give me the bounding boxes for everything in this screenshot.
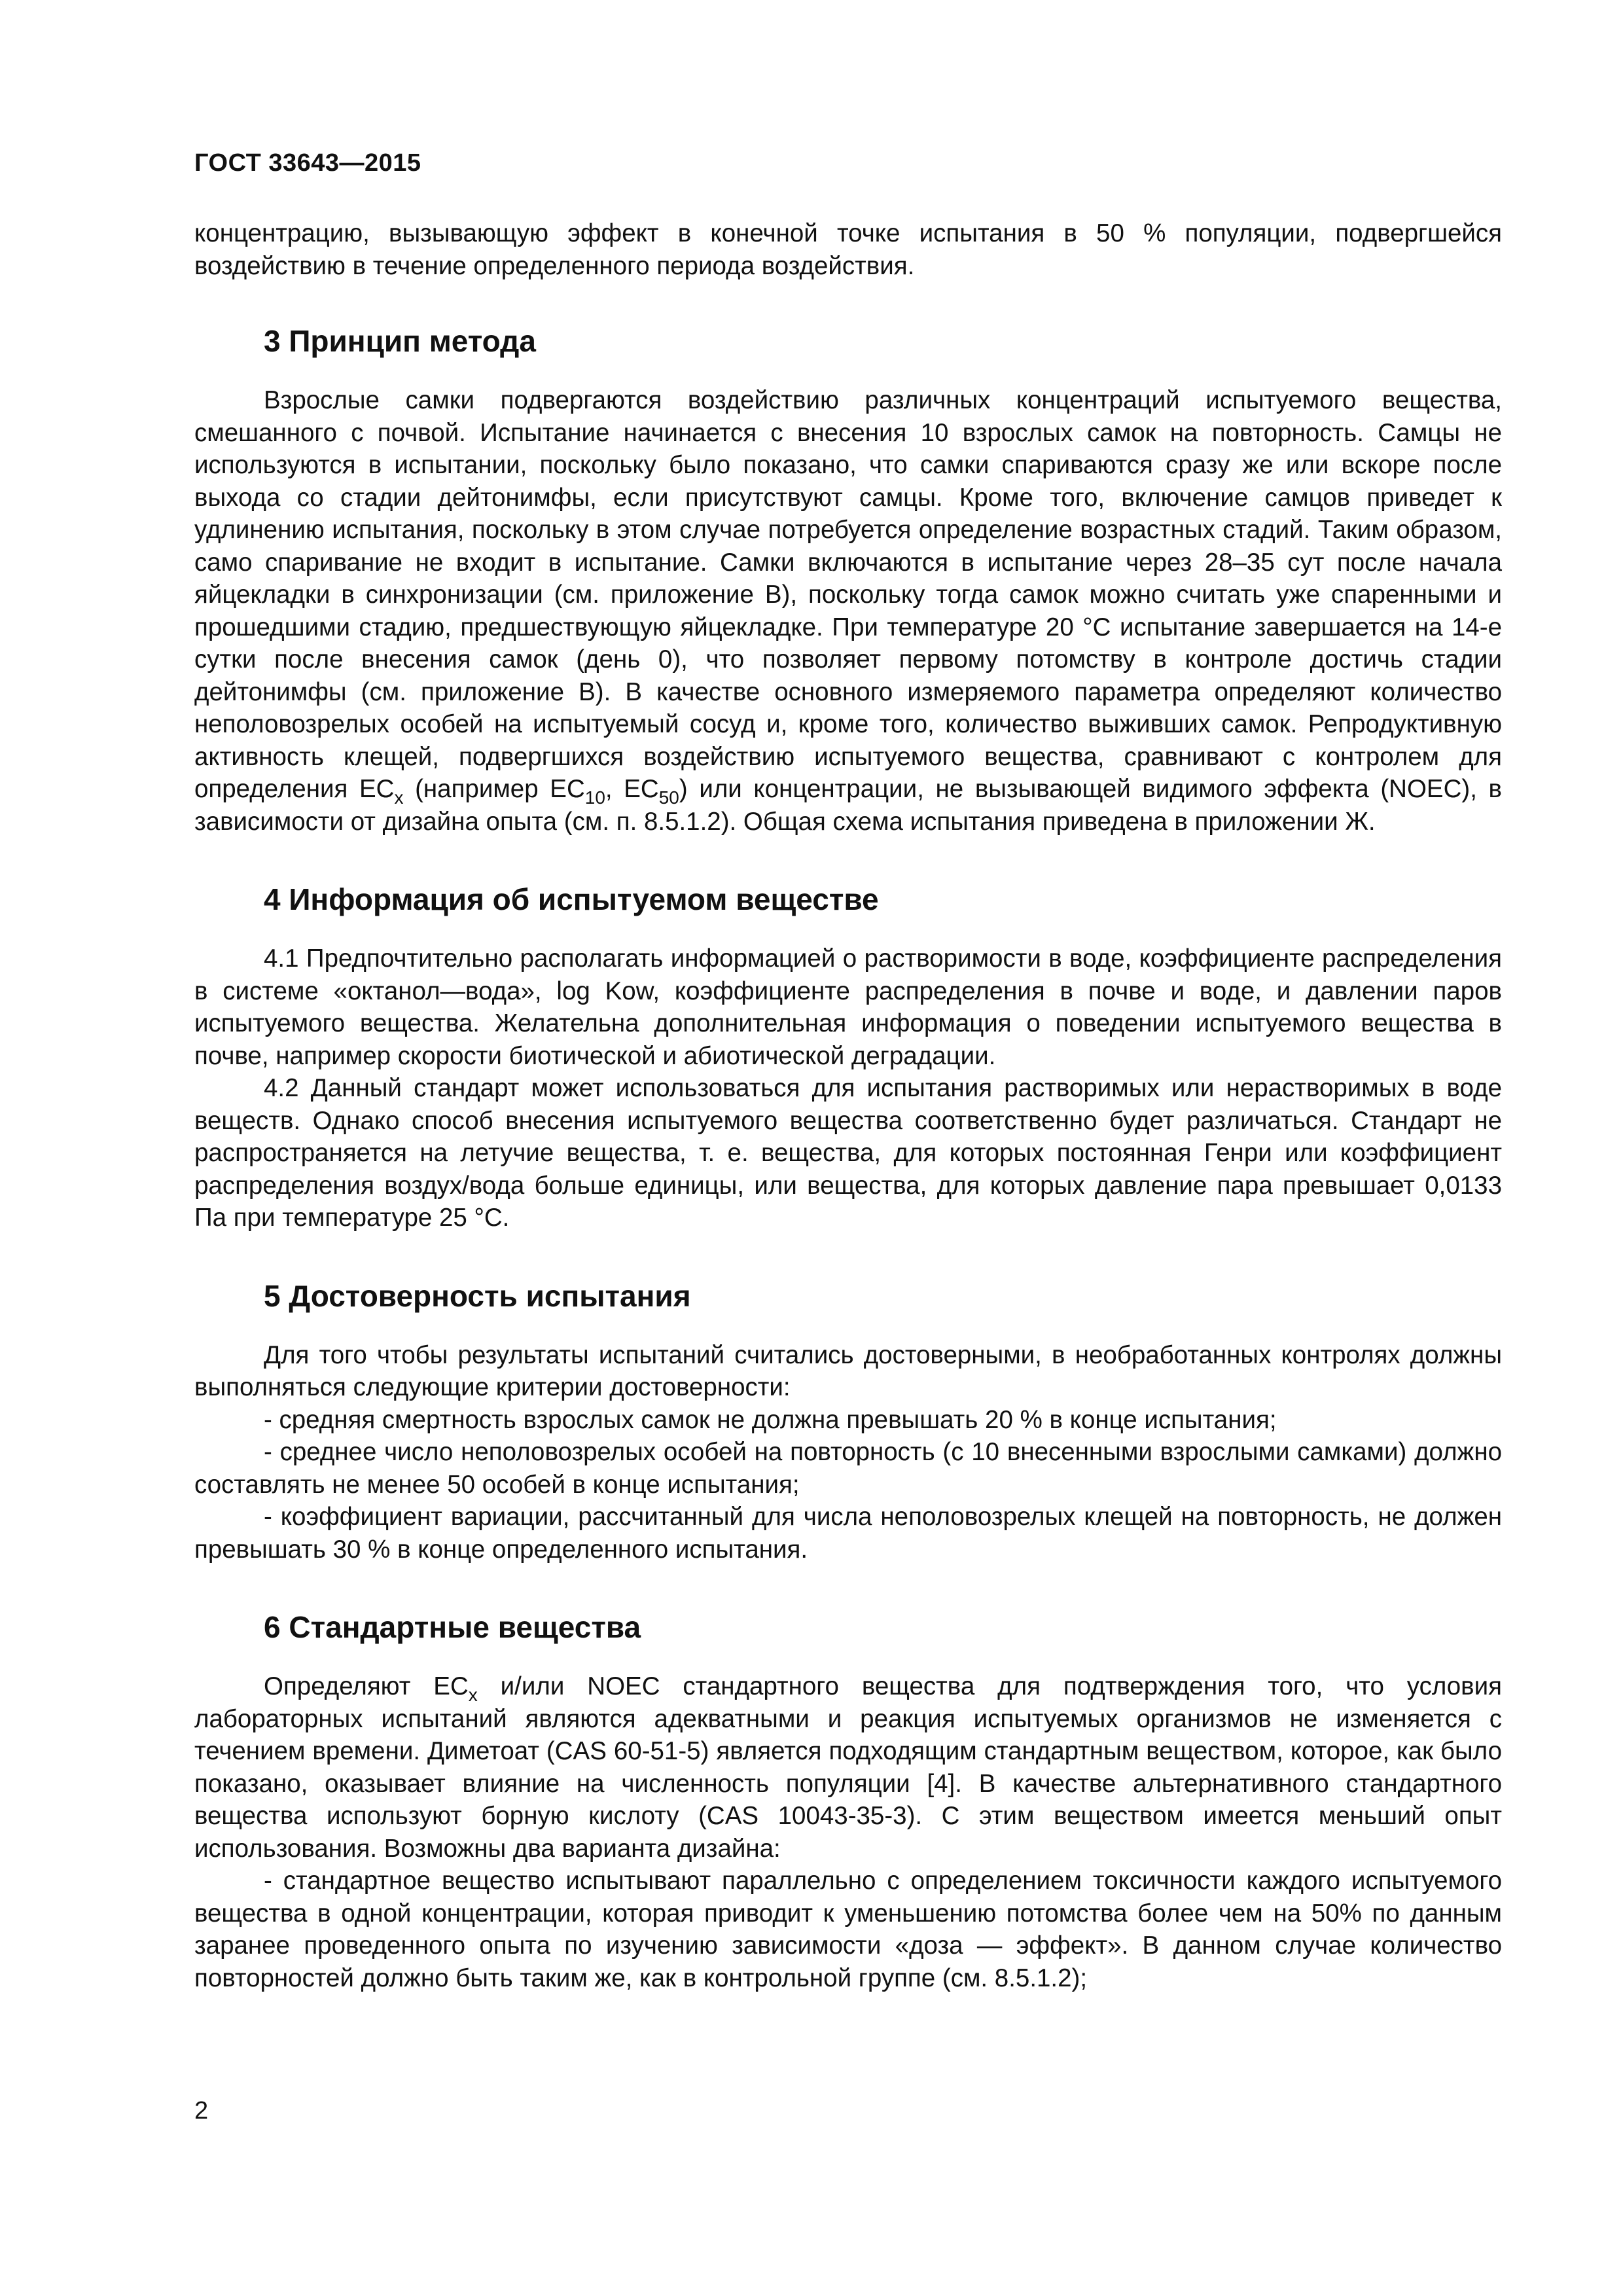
document-header: ГОСТ 33643—2015 (194, 149, 421, 177)
section-4-heading: 4 Информация об испытуемом веществе (264, 882, 879, 916)
section-4-1-paragraph: 4.1 Предпочтительно располагать информацией о растворимости в воде, коэффициенте распределения в системе «октанол—вода», log Kow, коэффициенте распределения в почве и воде, и давлении паров испытуемого вещества. Желательна дополнительная информация о поведении испытуемого вещества в почве, например скорости биотической и абиотической деградации. (194, 944, 1502, 1070)
section-4-2-paragraph: 4.2 Данный стандарт может использоваться для испытания растворимых или нерастворимых в воде веществ. Однако способ внесения испытуемого вещества соответственно будет различаться. Стандарт не распространяется на летучие вещества, т. е. вещества, для которых постоянная Генри или коэффициент распределения воздух/вода больше единицы, или вещества, для которых давление пара превышает 0,0133 Па при температуре 25 °С. (194, 1074, 1502, 1232)
page-number: 2 (194, 2097, 209, 2125)
section-5-heading: 5 Достоверность испытания (264, 1278, 691, 1313)
intro-paragraph: концентрацию, вызывающую эффект в конечной точке испытания в 50 % популяции, подвергшейся воздействию в течение определенного периода воздействия. (194, 219, 1502, 280)
section-6-heading: 6 Стандартные вещества (264, 1610, 641, 1644)
section-6-paragraph: Определяют $EC_x$ и/или NOEC стандартного вещества для подтверждения того, что условия лабораторных испытаний являются адекватными и реакция испытуемых организмов не изменяется с течением времени. Диметоат (CAS 60-51-5) является подходящим стандартным веществом, которое, как было показано, оказывает влияние на численность популяции [4]. В качестве альтернативного стандартного вещества используют борную кислоту (CAS 10043-35-3). С этим веществом имеется меньший опыт использования. Возможны два варианта дизайна: (194, 1672, 1502, 1863)
document-body (194, 217, 1502, 1994)
section-5-paragraph: Для того чтобы результаты испытаний считались достоверными, в необработанных контролях должны выполняться следующие критерии достоверности: (194, 1340, 1502, 1401)
section-6-design-option: - стандартное вещество испытывают параллельно с определением токсичности каждого испытуемого вещества в одной концентрации, которая приводит к уменьшению потомства более чем на 50% по данным заранее проведенного опыта по изучению зависимости «доза — эффект». В данном случае количество повторностей должно быть таким же, как в контрольной группе (см. 8.5.1.2); (194, 1867, 1502, 1992)
section-5-criterion: - коэффициент вариации, рассчитанный для числа неполовозрелых клещей на повторность, не должен превышать 30 % в конце определенного испытания. (194, 1503, 1502, 1564)
section-5-criterion: - средняя смертность взрослых самок не должна превышать 20 % в конце испытания; (264, 1405, 1277, 1434)
section-3-heading: 3 Принцип метода (264, 324, 536, 358)
section-5-criterion: - среднее число неполовозрелых особей на повторность (с 10 внесенными взрослыми самками) должно составлять не менее 50 особей в конце испытания; (194, 1438, 1502, 1499)
section-3-paragraph: Взрослые самки подвергаются воздействию различных концентраций испытуемого вещества, смешанного с почвой. Испытание начинается с внесения 10 взрослых самок на повторность. Самцы не используются в испытании, поскольку было показано, что самки спариваются сразу же или вскоре после выхода со стадии дейтонимфы, если присутствуют самцы. Кроме того, включение самцов приведет к удлинению испытания, поскольку в этом случае потребуется определение возрастных стадий. Таким образом, само спаривание не входит в испытание. Самки включаются в испытание через 28–35 сут после начала яйцекладки в синхронизации (см. приложение В), поскольку тогда самок можно считать уже спаренными и прошедшими стадию, предшествующую яйцекладке. При температуре 20 °С испытание завершается на 14-е сутки после внесения самок (день 0), что позволяет первому потомству в контроле достичь стадии дейтонимфы (см. приложение В). В качестве основного измеряемого параметра определяют количество неполовозрелых особей на испытуемый сосуд и, кроме того, количество выживших самок. Репродуктивную активность клещей, подвергшихся воздействию испытуемого вещества, сравнивают с контролем для определения $EC_x$ (например $EC_{10}$, $EC_{50}$) или концентрации, не вызывающей видимого эффекта (NOEC), в зависимости от дизайна опыта (см. п. 8.5.1.2). Общая схема испытания приведена в приложении Ж. (194, 386, 1502, 836)
